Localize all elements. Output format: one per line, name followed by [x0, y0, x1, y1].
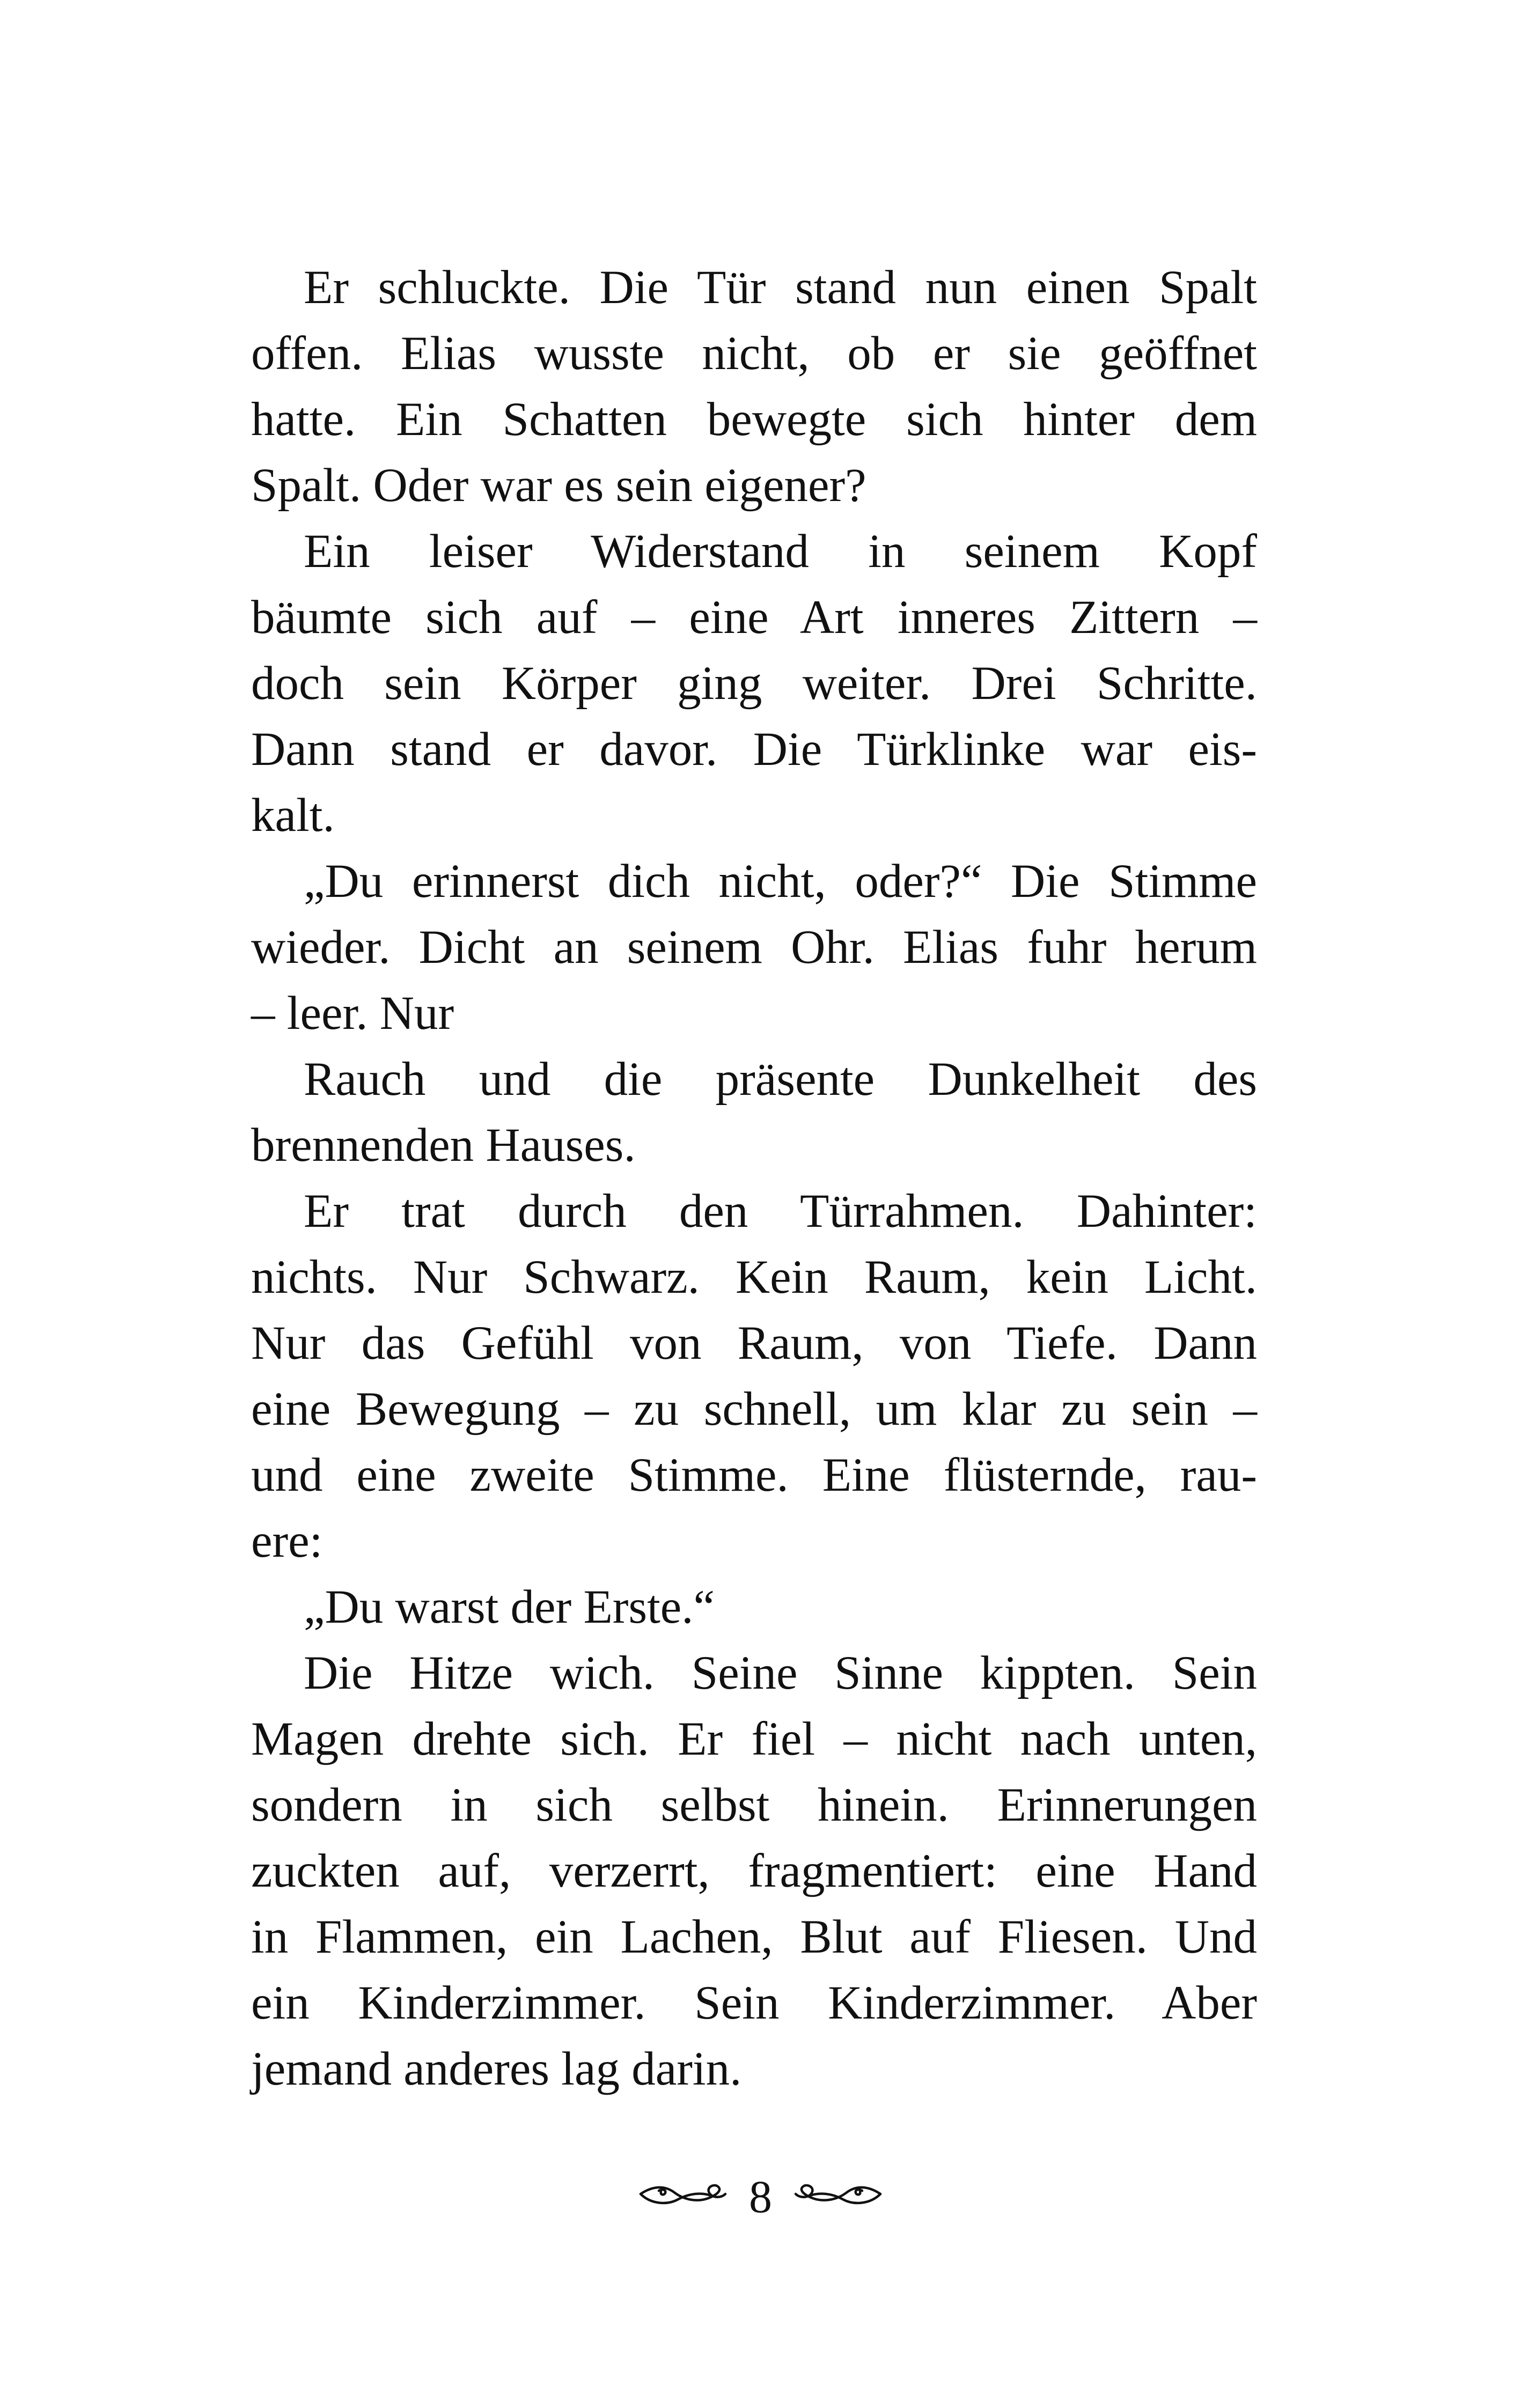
- text-line: „Du warst der Erste.“: [304, 1581, 715, 1633]
- text-line: hatte. Ein Schatten bewegte sich hinter dem: [251, 393, 1257, 446]
- page-footer: [0, 2167, 1521, 2226]
- text-line: – leer. Nur: [251, 987, 454, 1040]
- flourish-ornament-icon: [792, 2178, 884, 2215]
- text-line: jemand anderes lag darin.: [251, 2043, 742, 2095]
- text-line: in Flammen, ein Lachen, Blut auf Fliesen. Und: [251, 1911, 1257, 1963]
- text-line: und eine zweite Stimme. Eine flüsternde, rau-: [251, 1449, 1257, 1501]
- text-line: brennenden Hauses.: [251, 1119, 636, 1172]
- page-number: 8: [749, 2171, 772, 2222]
- text-line: Er schluckte. Die Tür stand nun einen Spalt: [304, 261, 1257, 314]
- text-line: offen. Elias wusste nicht, ob er sie geöffnet: [251, 327, 1257, 380]
- text-line: eine Bewegung – zu schnell, um klar zu sein –: [251, 1383, 1257, 1435]
- text-line: Nur das Gefühl von Raum, von Tiefe. Dann: [251, 1317, 1257, 1369]
- text-line: wieder. Dicht an seinem Ohr. Elias fuhr herum: [251, 921, 1257, 974]
- text-line: „Du erinnerst dich nicht, oder?“ Die Stimme: [304, 855, 1257, 908]
- text-line: zuckten auf, verzerrt, fragmentiert: eine Hand: [251, 1845, 1257, 1897]
- text-line: Er trat durch den Türrahmen. Dahinter:: [304, 1185, 1257, 1238]
- text-line: Dann stand er davor. Die Türklinke war eis-: [251, 723, 1257, 776]
- text-line: bäumte sich auf – eine Art inneres Zittern –: [251, 591, 1257, 644]
- text-line: Ein leiser Widerstand in seinem Kopf: [304, 525, 1257, 578]
- text-line: Die Hitze wich. Seine Sinne kippten. Sein: [304, 1647, 1257, 1699]
- text-line: Rauch und die präsente Dunkelheit des: [304, 1053, 1257, 1106]
- text-line: Magen drehte sich. Er fiel – nicht nach unten,: [251, 1713, 1257, 1765]
- text-line: kalt.: [251, 789, 335, 842]
- text-line: nichts. Nur Schwarz. Kein Raum, kein Licht.: [251, 1251, 1257, 1304]
- flourish-ornament-icon: [637, 2178, 729, 2215]
- text-line: doch sein Körper ging weiter. Drei Schritte.: [251, 657, 1257, 710]
- text-line: ere:: [251, 1515, 323, 1567]
- text-line: ein Kinderzimmer. Sein Kinderzimmer. Aber: [251, 1977, 1257, 2029]
- text-line: sondern in sich selbst hinein. Erinnerungen: [251, 1779, 1257, 1831]
- text-line: Spalt. Oder war es sein eigener?: [251, 459, 866, 512]
